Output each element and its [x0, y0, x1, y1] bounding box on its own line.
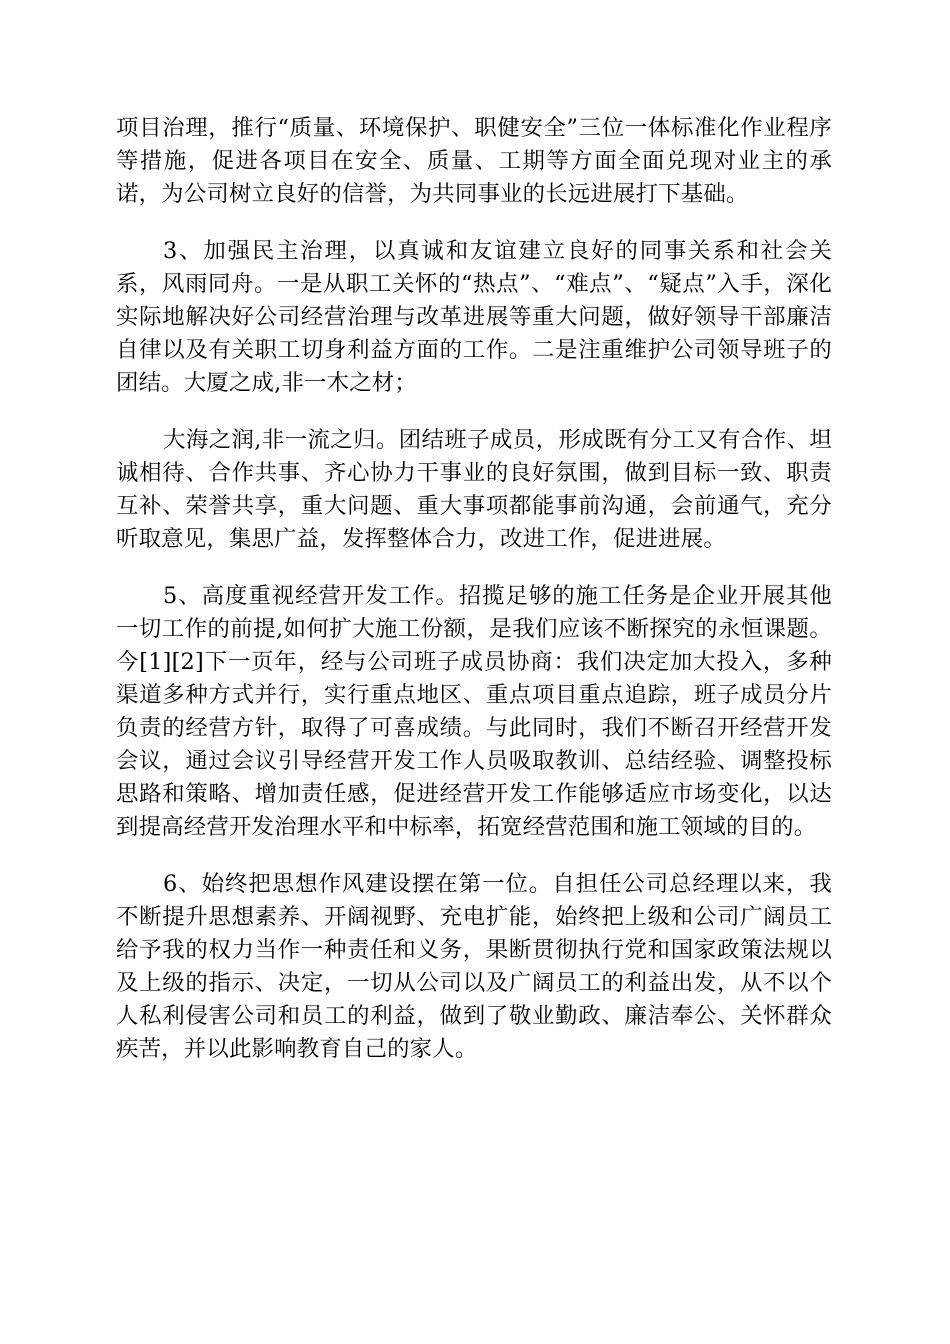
paragraph-ideological-style: 6、始终把思想作风建设摆在第一位。自担任公司总经理以来，我不断提升思想素养、开阔视野、充电扩能，始终把上级和公司广阔员工给予我的权力当作一种责任和义务，果断贯彻执行党和国家政策法规以及上级的指示、决定，一切从公司以及广阔员工的利益出发，从不以个人私利侵害公司和员工的利益，做到了敬业勤政、廉洁奉公、关怀群众疾苦，并以此影响教育自己的家人。 — [116, 871, 832, 1062]
paragraph-democratic-management: 3、加强民主治理，以真诚和友谊建立良好的同事关系和社会关系，风雨同舟。一是从职工关怀的“热点”、“难点”、“疑点”入手，深化实际地解决好公司经营治理与改革进展等重大问题，做好领导干部廉洁自律以及有关职工切身利益方面的工作。二是注重维护公司领导班子的团结。大厦之成,非一木之材； — [116, 238, 832, 396]
paragraph-team-unity: 大海之润,非一流之归。团结班子成员，形成既有分工又有合作、坦诚相待、合作共事、齐心协力干事业的良好氛围，做到目标一致、职责互补、荣誉共享，重大问题、重大事项都能事前沟通，会前通气，充分听取意见，集思广益，发挥整体合力，改进工作，促进进展。 — [116, 427, 832, 552]
document-body — [116, 112, 832, 1090]
paragraph-project-management: 项目治理，推行“质量、环境保护、职健安全”三位一体标准化作业程序等措施，促进各项目在安全、质量、工期等方面全面兑现对业主的承诺，为公司树立良好的信誉，为共同事业的长远进展打下基础。 — [116, 115, 832, 207]
paragraph-business-development: 5、高度重视经营开发工作。招揽足够的施工任务是企业开展其他一切工作的前提,如何扩大施工份额，是我们应该不断探究的永恒课题。今[1][2]下一页年，经与公司班子成员协商：我们决定加大投入，多种渠道多种方式并行，实行重点地区、重点项目重点追踪，班子成员分片负责的经营方针，取得了可喜成绩。与此同时，我们不断召开经营开发会议，通过会议引导经营开发工作人员吸取教训、总结经验、调整投标思路和策略、增加责任感，促进经营开发工作能够适应市场变化，以达到提高经营开发治理水平和中标率，拓宽经营范围和施工领域的目的。 — [116, 583, 832, 840]
